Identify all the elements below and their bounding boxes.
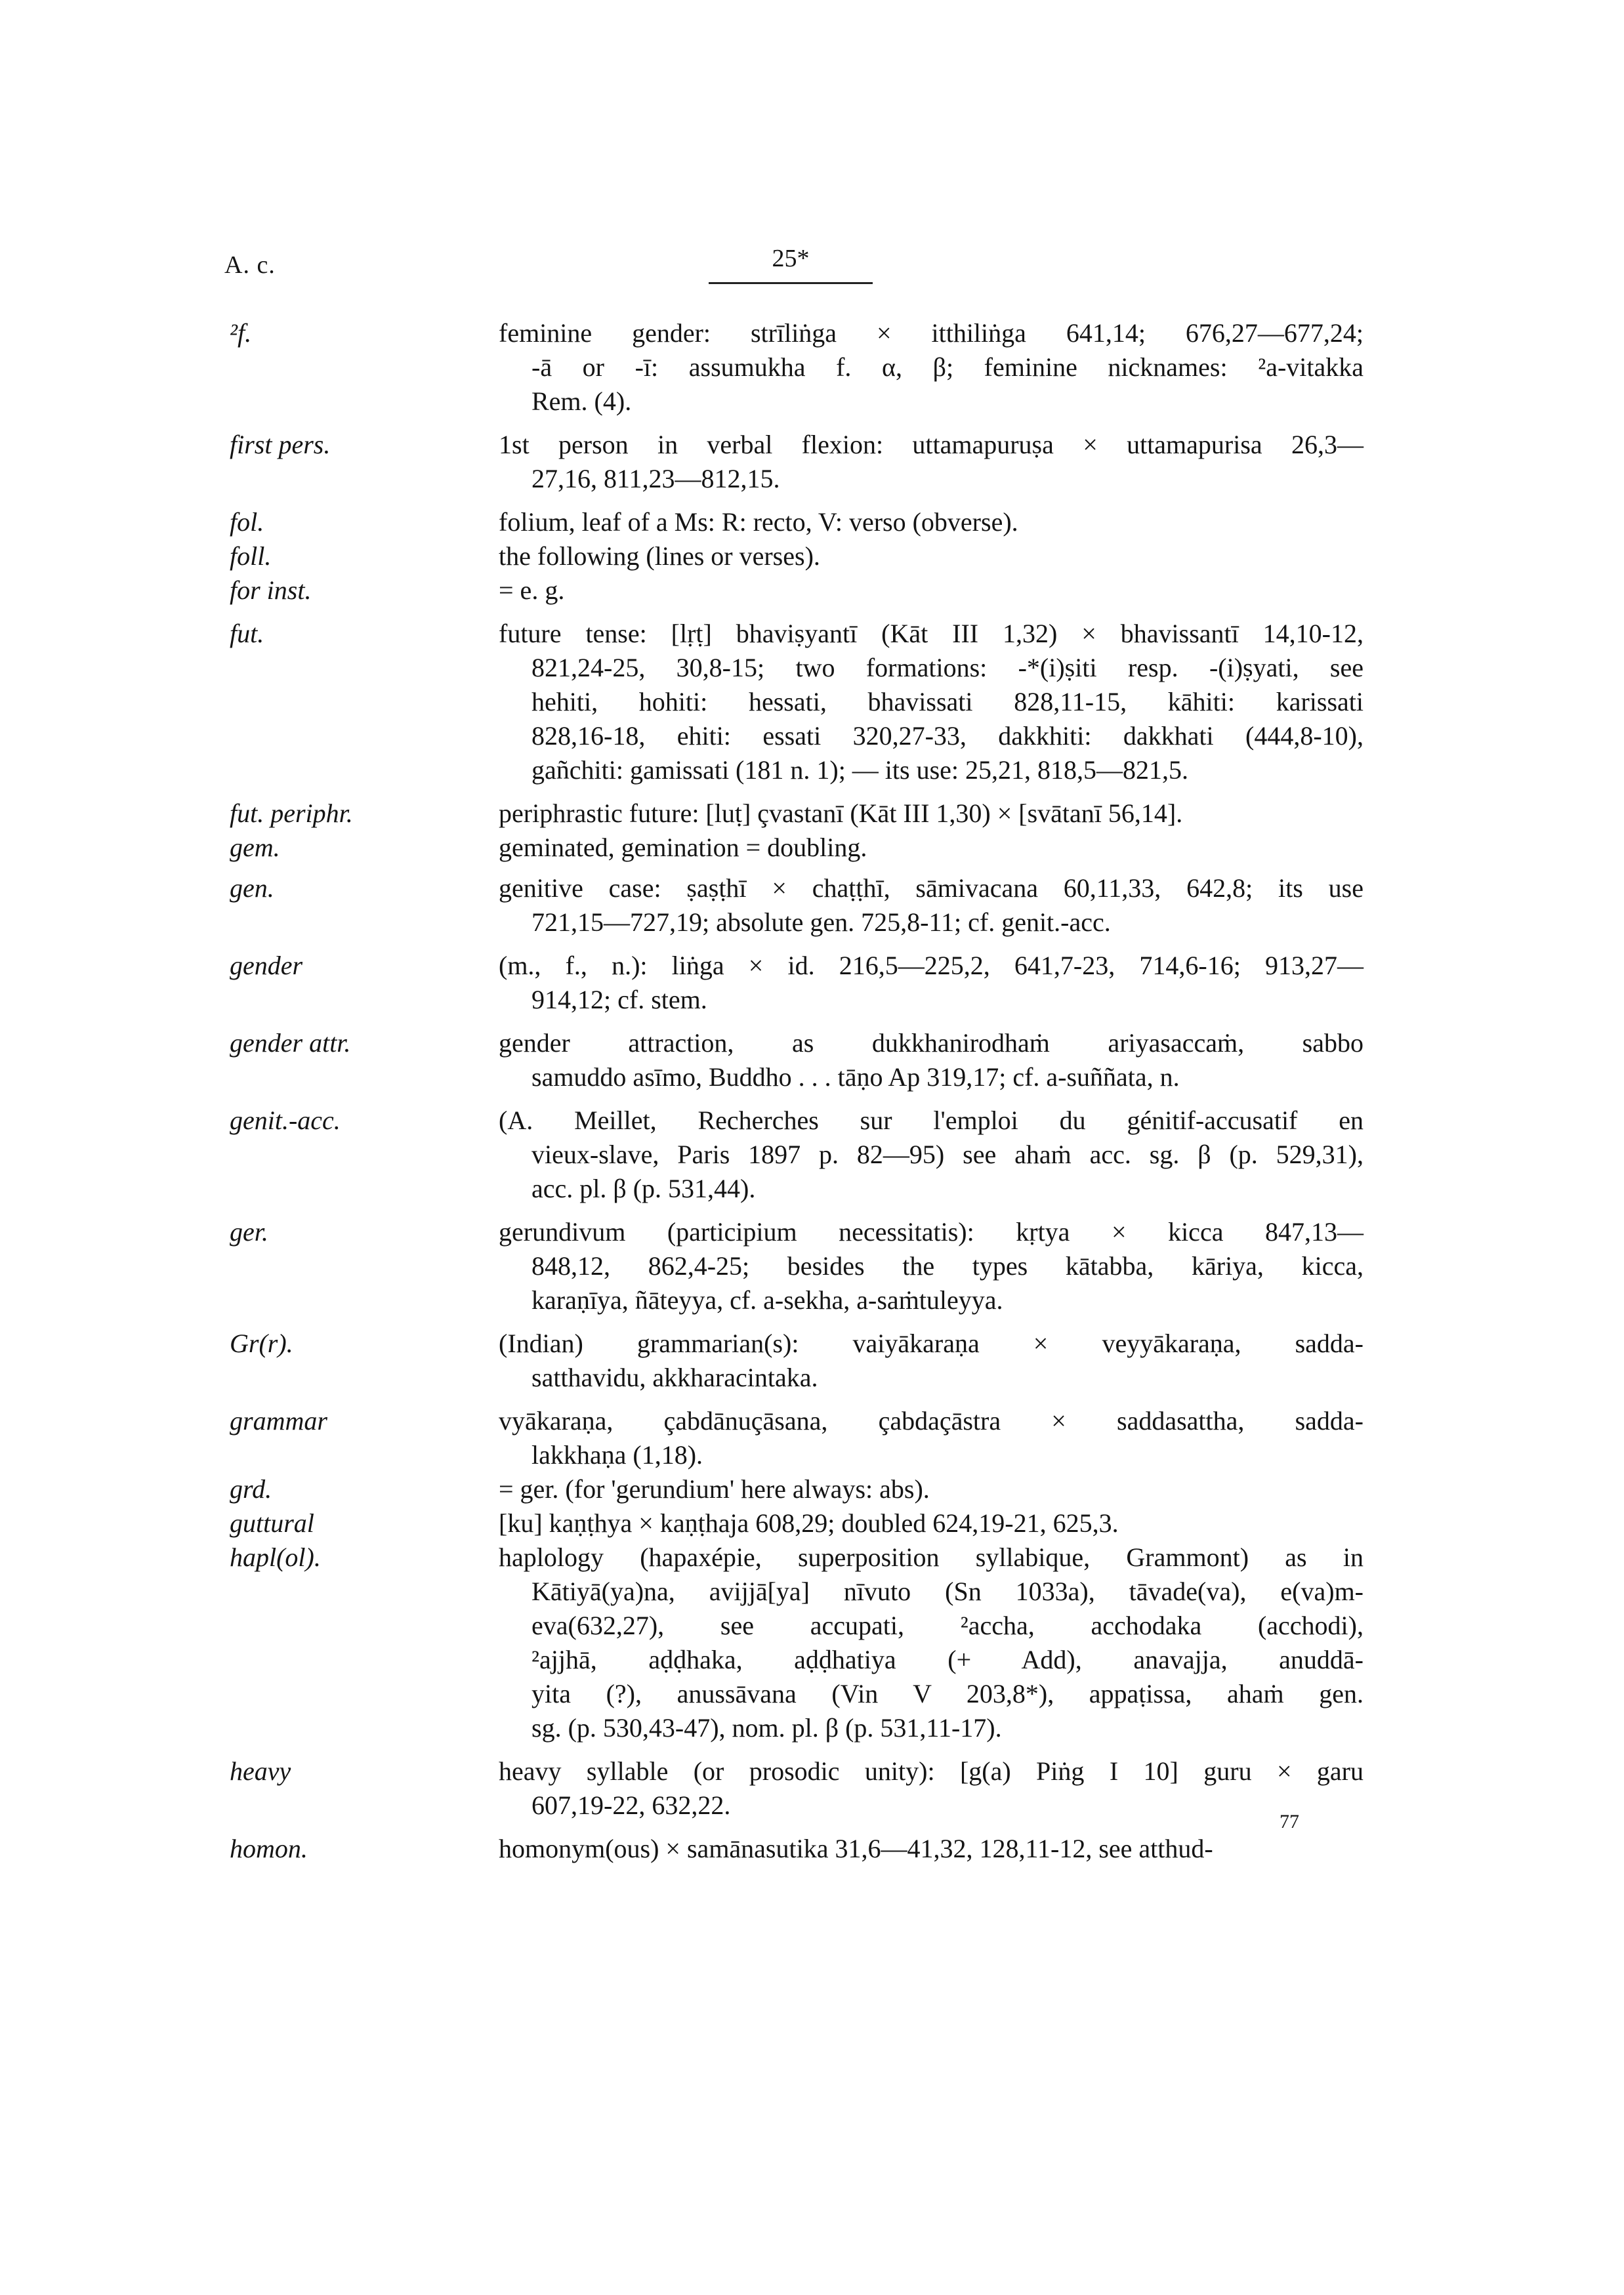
definition-line: periphrastic future: [luṭ] çvastanī (Kāt III 1,30) × [svātanī 56,14]. [499,798,1183,828]
entry-abbreviation: ²f. [230,318,252,348]
definition-line: Kātiyā(ya)na, avijjā[ya] nīvuto (Sn 1033a), tāvade(va), e(va)m- [531,1577,1364,1606]
entry-abbreviation: gender attr. [230,1028,351,1058]
definition-line: samuddo asīmo, Buddho . . . tāṇo Ap 319,17; cf. a-suññata, n. [531,1062,1180,1092]
entry-abbreviation: foll. [230,541,272,571]
definition-line: (Indian) grammarian(s): vaiyākaraṇa × veyyākaraṇa, sadda- [499,1329,1364,1358]
entry-definition [499,316,1364,419]
section-header: A. c. [224,251,276,279]
entry-definition [499,1506,1364,1540]
glossary-entry [0,1215,1624,1317]
entry-definition [499,1404,1364,1472]
glossary-entry [0,1832,1624,1866]
header-rule [709,282,873,284]
glossary-entry [0,1404,1624,1472]
entry-abbreviation: heavy [230,1756,291,1786]
definition-line: 914,12; cf. stem. [531,985,707,1014]
definition-line: 607,19-22, 632,22. [531,1790,731,1820]
glossary-entry [0,428,1624,496]
entry-abbreviation: hapl(ol). [230,1542,321,1572]
entry-definition [499,871,1364,940]
entry-definition [499,1754,1364,1823]
definition-line: ²ajjhā, aḍḍhaka, aḍḍhatiya (+ Add), anavajja, anuddā- [531,1645,1364,1674]
definition-line: geminated, gemination = doubling. [499,833,867,862]
definition-line: homonym(ous) × samānasutika 31,6—41,32, 128,11-12, see atthud- [499,1834,1213,1863]
glossary-entry [0,1506,1624,1540]
definition-line: feminine gender: strīliṅga × itthiliṅga 641,14; 676,27—677,24; [499,318,1364,348]
entry-definition [499,1832,1364,1866]
glossary-entry [0,1104,1624,1206]
entry-definition [499,1026,1364,1094]
page-number: 25* [772,245,810,272]
entry-abbreviation: first pers. [230,430,331,459]
entry-definition [499,573,1364,608]
definition-line: = e. g. [499,575,565,605]
entry-abbreviation: guttural [230,1508,314,1538]
glossary-entry [0,1026,1624,1094]
signature-mark: 77 [1280,1811,1299,1832]
glossary-entry [0,949,1624,1017]
glossary-entry [0,539,1624,573]
entry-definition [499,505,1364,539]
definition-line: future tense: [lṛṭ] bhaviṣyantī (Kāt III 1,32) × bhavissantī 14,10-12, [499,619,1364,648]
definition-line: 1st person in verbal flexion: uttamapuruṣa × uttamapurisa 26,3— [499,430,1364,459]
glossary-entry [0,617,1624,787]
definition-line: Rem. (4). [531,386,632,416]
glossary-entry [0,1754,1624,1823]
definition-line: yita (?), anussāvana (Vin V 203,8*), appaṭissa, ahaṁ gen. [531,1679,1364,1708]
definition-line: gender attraction, as dukkhanirodhaṁ ariyasaccaṁ, sabbo [499,1028,1364,1058]
definition-line: 828,16-18, ehiti: essati 320,27-33, dakkhiti: dakkhati (444,8-10), [531,721,1364,751]
definition-line: heavy syllable (or prosodic unity): [g(a) Piṅg I 10] guru × garu [499,1756,1364,1786]
entry-abbreviation: genit.-acc. [230,1106,341,1135]
glossary-entry [0,1540,1624,1745]
definition-line: gañchiti: gamissati (181 n. 1); — its use: 25,21, 818,5—821,5. [531,755,1189,785]
glossary-entry [0,871,1624,940]
definition-line: eva(632,27), see accupati, ²accha, acchodaka (acchodi), [531,1611,1364,1640]
definition-line: -ā or -ī: assumukha f. α, β; feminine nicknames: ²a-vitakka [531,352,1364,382]
entry-abbreviation: gen. [230,873,274,903]
entry-definition [499,949,1364,1017]
glossary-entry [0,316,1624,419]
glossary-entry [0,796,1624,831]
glossary-entry [0,505,1624,539]
definition-line: 721,15—727,19; absolute gen. 725,8-11; cf. genit.-acc. [531,907,1111,937]
definition-line: genitive case: ṣaṣṭhī × chaṭṭhī, sāmivacana 60,11,33, 642,8; its use [499,873,1364,903]
entry-abbreviation: grammar [230,1406,327,1436]
entry-definition [499,1215,1364,1317]
glossary-entry [0,573,1624,608]
glossary-entry [0,831,1624,865]
entry-abbreviation: fol. [230,507,264,537]
entry-definition [499,1472,1364,1506]
glossary-entry [0,1327,1624,1395]
definition-line: vyākaraṇa, çabdānuçāsana, çabdaçāstra × saddasattha, sadda- [499,1406,1364,1436]
entry-definition [499,539,1364,573]
entry-definition [499,617,1364,787]
entry-abbreviation: fut. periphr. [230,798,353,828]
entry-abbreviation: gem. [230,833,280,862]
definition-line: = ger. (for 'gerundium' here always: abs). [499,1474,930,1504]
entry-abbreviation: ger. [230,1217,268,1247]
definition-line: haplology (hapaxépie, superposition syllabique, Grammont) as in [499,1542,1364,1572]
entry-abbreviation: homon. [230,1834,308,1863]
entry-definition [499,1327,1364,1395]
definition-line: vieux-slave, Paris 1897 p. 82—95) see ahaṁ acc. sg. β (p. 529,31), [531,1140,1364,1169]
definition-line: 821,24-25, 30,8-15; two formations: -*(i)ṣiti resp. -(i)ṣyati, see [531,653,1364,682]
entry-abbreviation: Gr(r). [230,1329,293,1358]
entry-definition [499,1104,1364,1206]
definition-line: 848,12, 862,4-25; besides the types kātabba, kāriya, kicca, [531,1251,1364,1281]
definition-line: 27,16, 811,23—812,15. [531,464,780,493]
glossary-entry [0,1472,1624,1506]
entry-abbreviation: for inst. [230,575,312,605]
entry-definition [499,1540,1364,1745]
glossary-entries [0,316,1624,1866]
entry-definition [499,428,1364,496]
definition-line: [ku] kaṇṭhya × kaṇṭhaja 608,29; doubled 624,19-21, 625,3. [499,1508,1119,1538]
definition-line: satthavidu, akkharacintaka. [531,1363,818,1392]
entry-abbreviation: fut. [230,619,264,648]
definition-line: karaṇīya, ñāteyya, cf. a-sekha, a-saṁtuleyya. [531,1285,1003,1315]
entry-definition [499,796,1364,831]
definition-line: the following (lines or verses). [499,541,820,571]
definition-line: sg. (p. 530,43-47), nom. pl. β (p. 531,11-17). [531,1713,1002,1743]
definition-line: (A. Meillet, Recherches sur l'emploi du génitif-accusatif en [499,1106,1364,1135]
definition-line: (m., f., n.): liṅga × id. 216,5—225,2, 641,7-23, 714,6-16; 913,27— [499,951,1364,980]
definition-line: folium, leaf of a Ms: R: recto, V: verso (obverse). [499,507,1018,537]
entry-definition [499,831,1364,865]
definition-line: acc. pl. β (p. 531,44). [531,1174,756,1203]
definition-line: hehiti, hohiti: hessati, bhavissati 828,11-15, kāhiti: karissati [531,687,1364,716]
definition-line: gerundivum (participium necessitatis): kṛtya × kicca 847,13— [499,1217,1364,1247]
entry-abbreviation: grd. [230,1474,272,1504]
entry-abbreviation: gender [230,951,303,980]
definition-line: lakkhaṇa (1,18). [531,1440,703,1470]
